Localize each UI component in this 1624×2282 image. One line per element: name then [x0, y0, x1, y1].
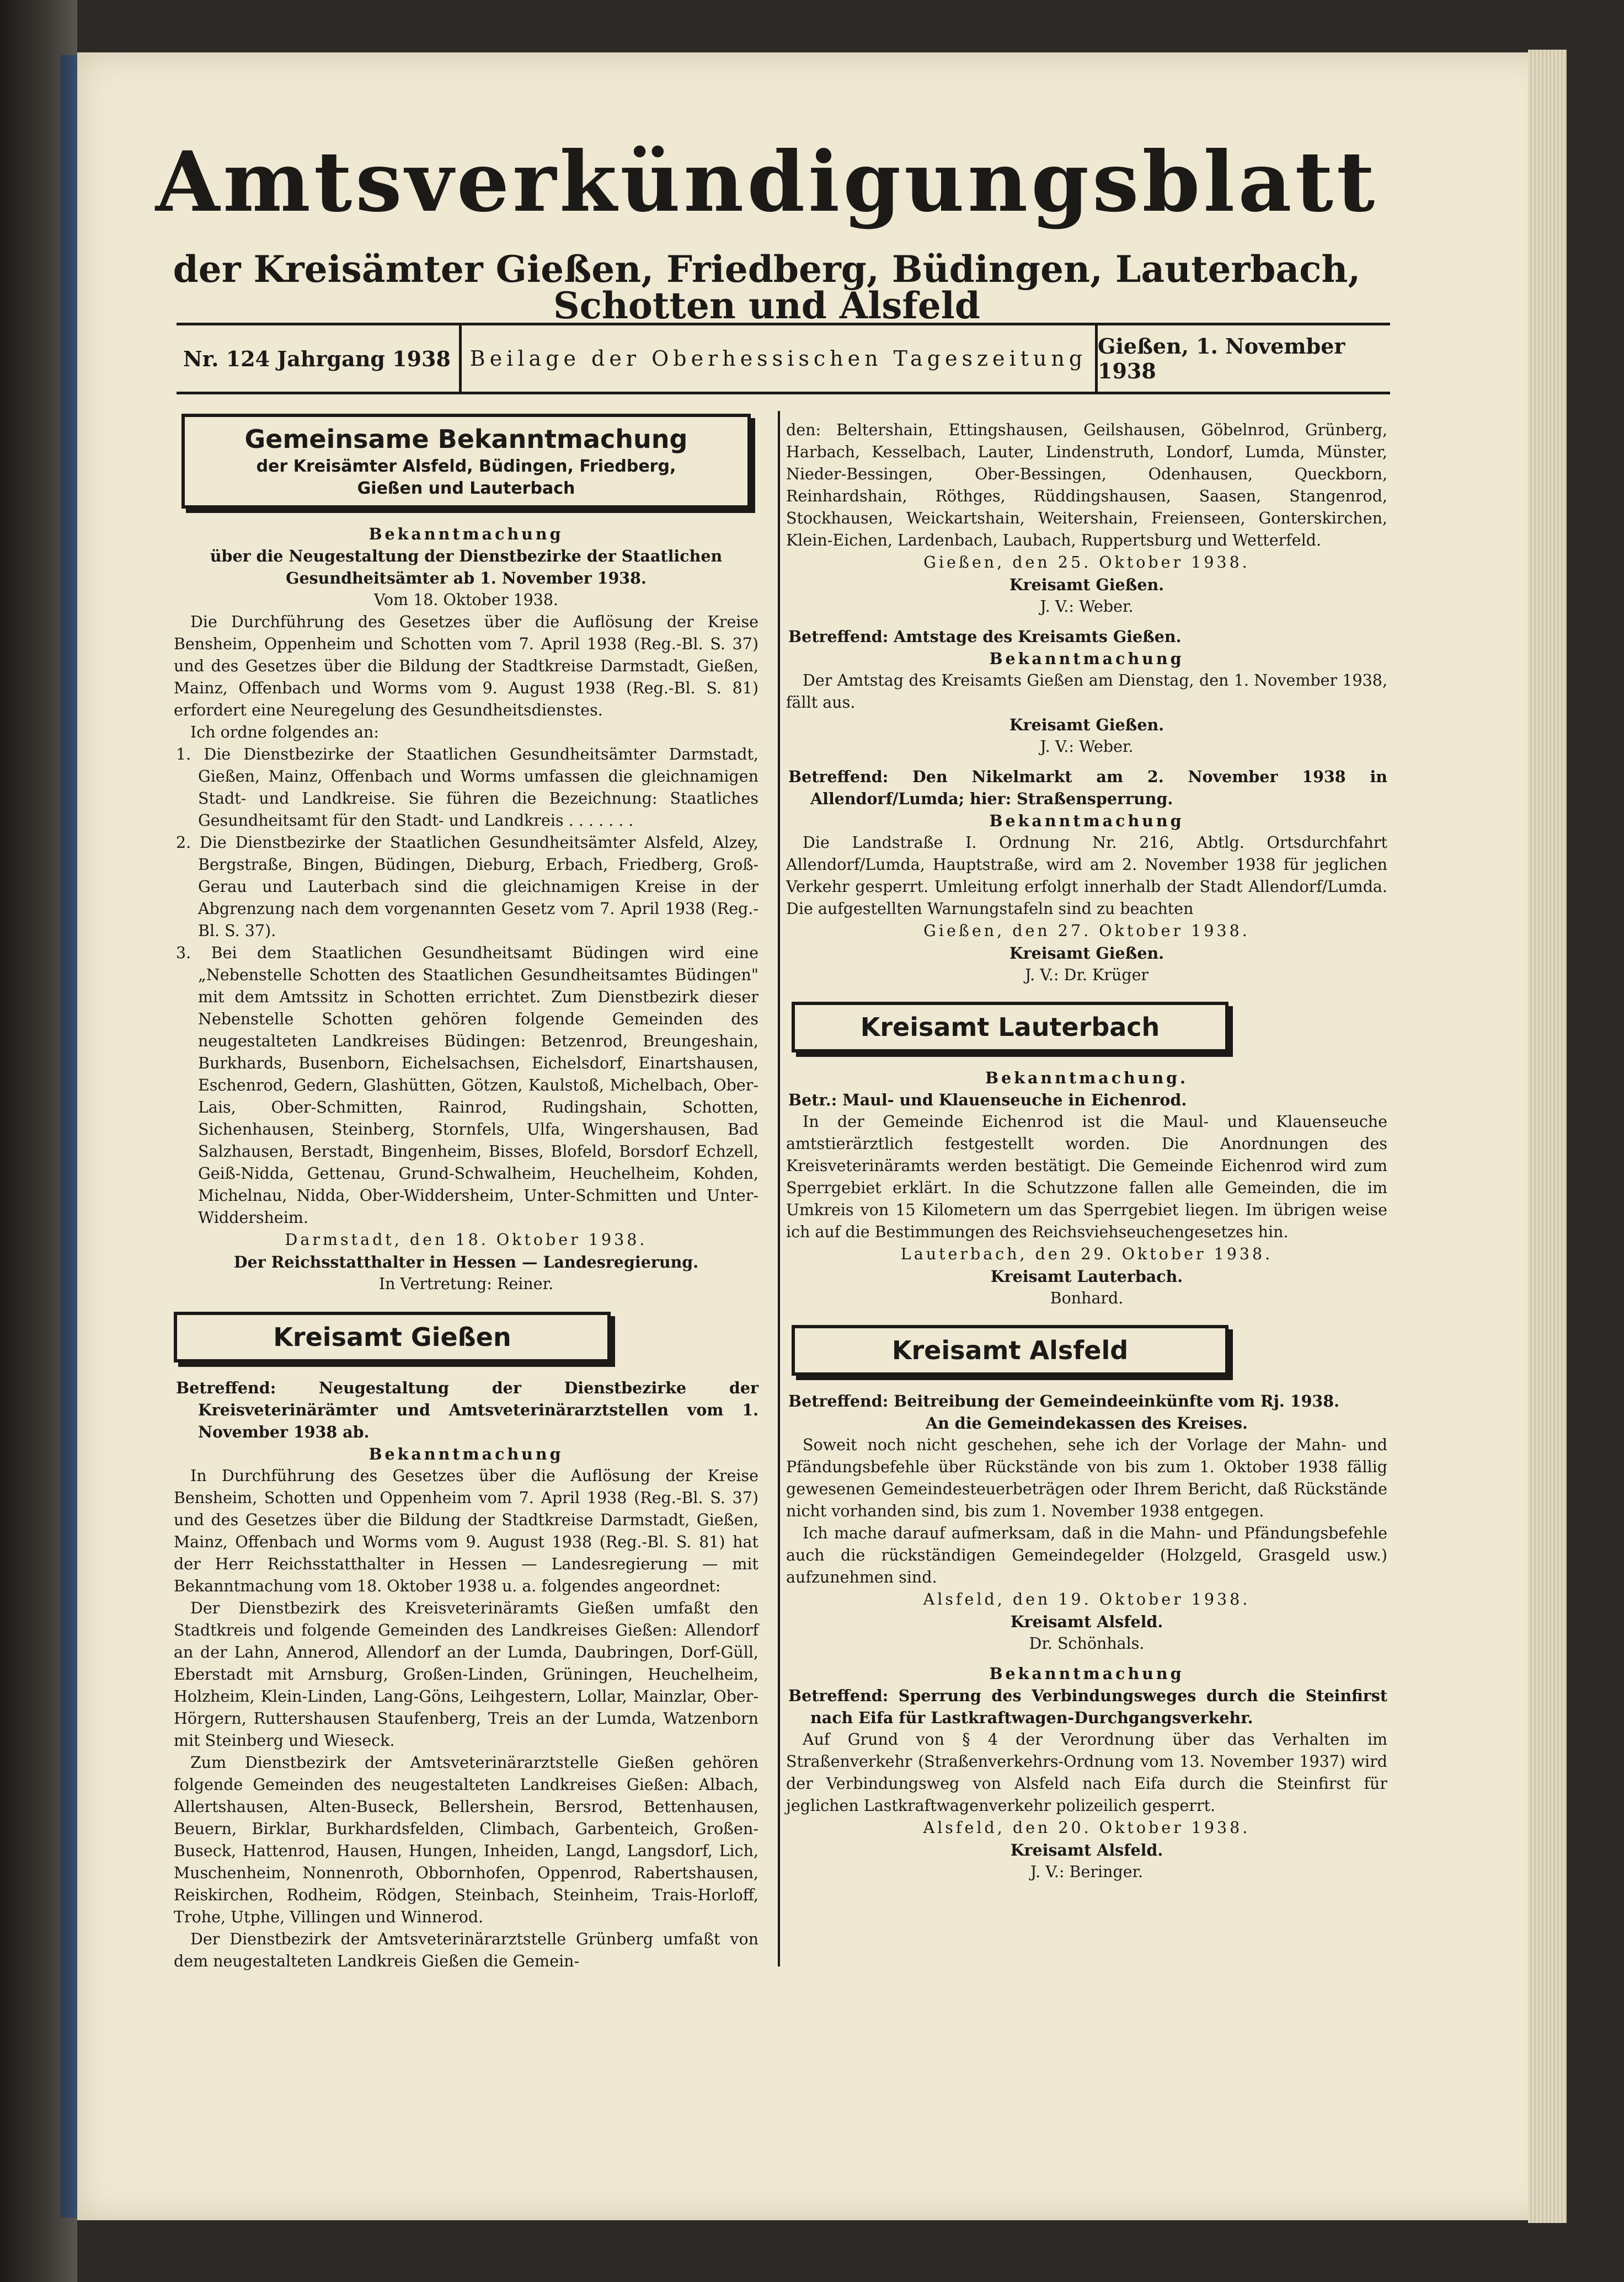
paragraph: Die Landstraße I. Ordnung Nr. 216, Abtlg. Ortsdurchfahrt Allendorf/Lumda, Hauptstraße, wird am 2. November 1938 für jeglichen Verkehr gesperrt. Umleitung erfolgt innerhalb der Stadt Allendorf/Lumda. Die aufgestellten Warnungstafeln sind zu beachten: [786, 833, 1387, 918]
paragraph: Der Amtstag des Kreisamts Gießen am Dienstag, den 1. November 1938, fällt aus.: [786, 671, 1387, 712]
signature: J. V.: Dr. Krüger: [1024, 966, 1149, 984]
supplement-note: Beilage der Oberhessischen Tageszeitung: [462, 325, 1098, 392]
section-heading: Bekanntmachung: [989, 1664, 1184, 1683]
betreffend-line: Betreffend: Amtstage des Kreisamts Gießen.: [788, 627, 1182, 646]
box-subtitle: Gießen und Lauterbach: [357, 479, 575, 498]
authority: Der Reichsstatthalter in Hessen — Landesregierung.: [233, 1253, 699, 1271]
kreisamt-lauterbach-box: [792, 1002, 1228, 1052]
place-date: Darmstadt, den 18. Oktober 1938.: [285, 1231, 648, 1249]
page-stack-edge: [1528, 50, 1567, 2223]
signature: J. V.: Beringer.: [1030, 1863, 1144, 1881]
box-title: Kreisamt Alsfeld: [891, 1335, 1129, 1365]
paragraph: Ich mache darauf aufmerksam, daß in die Mahn- und Pfändungsbefehle auch die rückständigen Gemeindegelder (Holzgeld, Grasgeld usw.) aufzunehmen sind.: [786, 1524, 1387, 1586]
paragraph: Die Durchführung des Gesetzes über die Auflösung der Kreise Bensheim, Oppenheim und Schotten vom 7. April 1938 (Reg.-Bl. S. 37) und des Gesetzes über die Bildung der Stadtkreise Darmstadt, Gießen, Mainz, Offenbach und Worms vom 9. August 1938 (Reg.-Bl. S. 81) erfordert eine Neuregelung des Gesundheitsdienstes.: [174, 613, 758, 719]
place-date: Alsfeld, den 19. Oktober 1938.: [923, 1590, 1251, 1608]
addressee-line: An die Gemeindekassen des Kreises.: [926, 1414, 1248, 1433]
left-column: [174, 414, 758, 1973]
issue-info-bar: [177, 323, 1390, 394]
joint-announcement-box: [181, 414, 751, 509]
place-date: Gießen, den 25. Oktober 1938.: [923, 553, 1250, 571]
paragraph: Der Dienstbezirk des Kreisveterinäramts Gießen umfaßt den Stadtkreis und folgende Gemeinden des Landkreises Gießen: Allendorf an der Lahn, Annerod, Allendorf an der Lumda, Daubringen, Dorf-Güll, Eberstadt mit Arnsburg, Großen-Linden, Grüningen, Heuchelheim, Holzheim, Klein-Linden, Lang-Göns, Leihgestern, Lollar, Mainzlar, Ober-Hörgern, Ruttershausen Staufenberg, Treis an der Lumda, Watzenborn mit Steinberg und Wieseck.: [174, 1599, 758, 1750]
authority: Kreisamt Lauterbach.: [990, 1267, 1183, 1286]
authority: Kreisamt Alsfeld.: [1010, 1612, 1163, 1631]
authority: Kreisamt Gießen.: [1009, 944, 1164, 963]
box-title: Kreisamt Lauterbach: [860, 1012, 1160, 1042]
masthead-title: Amtsverkündigungsblatt: [155, 133, 1379, 231]
betreffend-line: Betreffend: Neugestaltung der Dienstbezirke der Kreisveterinärämter und Amtsveterinärarztstellen vom 1. November 1938 ab.: [176, 1378, 758, 1441]
signature: Bonhard.: [1050, 1289, 1124, 1307]
list-item: 3. Bei dem Staatlichen Gesundheitsamt Büdingen wird eine „Nebenstelle Schotten des Staatlichen Gesundheitsamtes Büdingen" mit dem Amtssitz in Schotten errichtet. Zum Dienstbezirk dieser Nebenstelle Schotten gehören folgende Gemeinden des neugestalteten Landkreises Büdingen: Betzenrod, Breungeshain, Burkhards, Busenborn, Eichelsachsen, Eichelsdorf, Einartshausen, Eschenrod, Gedern, Glashütten, Götzen, Kaulstoß, Michelbach, Ober-Lais, Ober-Schmitten, Rainrod, Rudingshain, Schotten, Sichenhausen, Steinberg, Stornfels, Ulfa, Wingershausen, Bad Salzhausen, Berstadt, Bingenheim, Bisses, Blofeld, Borsdorf Echzell, Geiß-Nidda, Gettenau, Grund-Schwalheim, Heuchelheim, Kohden, Michelnau, Nidda, Ober-Widdersheim, Unter-Schmitten und Unter-Widdersheim.: [176, 944, 758, 1227]
paragraph: Der Dienstbezirk der Amtsveterinärarztstelle Grünberg umfaßt von dem neugestalteten Landkreis Gießen die Gemein-: [174, 1930, 758, 1970]
signature: In Vertretung: Reiner.: [378, 1275, 554, 1293]
authority: Kreisamt Gießen.: [1009, 575, 1164, 594]
kreisamt-giessen-box: [174, 1312, 611, 1362]
signature: J. V.: Weber.: [1040, 597, 1134, 616]
column-divider: [778, 411, 780, 1966]
paragraph: Auf Grund von § 4 der Verordnung über das Verhalten im Straßenverkehr (Straßenverkehrs-Ordnung vom 13. November 1937) wird der Verbindungsweg von Alsfeld nach Eifa durch die Steinfirst für jeglichen Lastkraftwagenverkehr polizeilich gesperrt.: [786, 1730, 1387, 1815]
issue-number: Nr. 124 Jahrgang 1938: [177, 325, 462, 392]
paragraph: In Durchführung des Gesetzes über die Auflösung der Kreise Bensheim, Schotten und Oppenheim vom 7. April 1938 (Reg.-Bl. S. 37) und des Gesetzes über die Bildung der Stadtkreise Darmstadt, Gießen, Mainz, Offenbach und Worms vom 9. August 1938 (Reg.-Bl. S. 81) hat der Herr Reichsstatthalter in Hessen — Landesregierung — mit Bekanntmachung vom 18. Oktober 1938 u. a. folgendes angeordnet:: [174, 1467, 758, 1595]
section-heading: Bekanntmachung: [368, 525, 564, 543]
list-item: 1. Die Dienstbezirke der Staatlichen Gesundheitsämter Darmstadt, Gießen, Mainz, Offenbach und Worms umfassen die gleichnamigen Stadt- und Landkreise. Sie führen die Bezeichnung: Staatliches Gesundheitsamt für den Stadt- und Landkreis . . . . . . .: [176, 745, 758, 830]
masthead-subtitle: der Kreisämter Gießen, Friedberg, Büdingen, Lauterbach, Schotten und Alsfeld: [173, 248, 1361, 327]
paragraph: Zum Dienstbezirk der Amtsveterinärarztstelle Gießen gehören folgende Gemeinden des neugestalteten Landkreises Gießen: Albach, Allertshausen, Alten-Buseck, Bellershein, Bersrod, Bettenhausen, Beuern, Birklar, Burkhardsfelden, Climbach, Garbenteich, Großen-Buseck, Hattenrod, Hausen, Hungen, Inheiden, Langd, Langsdorf, Lich, Muschenheim, Nonnenroth, Obbornhofen, Oppenrod, Rabertshausen, Reiskirchen, Rodheim, Rödgen, Steinbach, Steinheim, Trais-Horloff, Trohe, Utphe, Villingen und Winnerod.: [174, 1754, 758, 1926]
place-date: Gießen, den 27. Oktober 1938.: [923, 922, 1250, 940]
betreffend-line: Betreffend: Sperrung des Verbindungsweges durch die Steinfirst nach Eifa für Lastkraftwagen-Durchgangsverkehr.: [788, 1686, 1387, 1727]
section-heading: Bekanntmachung: [368, 1445, 564, 1463]
authority: Kreisamt Alsfeld.: [1010, 1841, 1163, 1859]
betreffend-line: Betreffend: Den Nikelmarkt am 2. November 1938 in Allendorf/Lumda; hier: Straßensperrung.: [788, 767, 1387, 808]
box-title: Gemeinsame Bekanntmachung: [244, 424, 688, 454]
subject-line: Gesundheitsämter ab 1. November 1938.: [286, 569, 647, 587]
signature: J. V.: Weber.: [1040, 737, 1134, 756]
section-heading: Bekanntmachung.: [985, 1068, 1189, 1087]
signature: Dr. Schönhals.: [1029, 1634, 1145, 1653]
betreffend-line: Betr.: Maul- und Klauenseuche in Eichenrod.: [788, 1091, 1187, 1109]
paragraph: In der Gemeinde Eichenrod ist die Maul- und Klauenseuche amtstierärztlich festgestellt worden. Die Anordnungen des Kreisveterinäramts werden bestätigt. Die Gemeinde Eichenrod wird zum Sperrgebiet erklärt. In die Schutzzone fallen alle Gemeinden, die im Umkreis von 15 Kilometern um das Sperrgebiet liegen. Im übrigen weise ich auf die Bestimmungen des Reichsviehseuchengesetzes hin.: [786, 1113, 1387, 1241]
paragraph: Soweit noch nicht geschehen, sehe ich der Vorlage der Mahn- und Pfändungsbefehle über Rückstände von bis zum 1. Oktober 1938 fällig gewesenen Gemeindesteuerbeträgen oder Ihrem Bericht, daß Rückstände nicht vorhanden sind, bis zum 1. November 1938 entgegen.: [786, 1436, 1387, 1520]
paragraph: den: Beltershain, Ettingshausen, Geilshausen, Göbelnrod, Grünberg, Harbach, Kesselbach, Lauter, Lindenstruth, Londorf, Lumda, Münster, Nieder-Bessingen, Ober-Bessingen, Odenhausen, Queckborn, Reinhardshain, Röthges, Rüddingshausen, Saasen, Stangenrod, Stockhausen, Weickartshain, Weitershain, Freienseen, Gonterskirchen, Klein-Eichen, Lardenbach, Laubach, Ruppertsburg und Wetterfeld.: [786, 421, 1387, 549]
box-subtitle: der Kreisämter Alsfeld, Büdingen, Friedberg,: [256, 457, 676, 476]
place-date: Lauterbach, den 29. Oktober 1938.: [900, 1245, 1273, 1263]
kreisamt-alsfeld-box: [792, 1325, 1228, 1376]
list-item: 2. Die Dienstbezirke der Staatlichen Gesundheitsämter Alsfeld, Alzey, Bergstraße, Bingen, Büdingen, Dieburg, Erbach, Friedberg, Groß-Gerau und Lauterbach sind die gleichnamigen Kreise in der Abgrenzung nach dem vorgenannten Gesetz vom 7. April 1938 (Reg.-Bl. S. 37).: [176, 833, 758, 940]
right-column: [786, 419, 1387, 1883]
place-date: Alsfeld, den 20. Oktober 1938.: [923, 1819, 1251, 1837]
box-title: Kreisamt Gießen: [273, 1322, 511, 1352]
section-heading: Bekanntmachung: [989, 649, 1184, 668]
paragraph: Ich ordne folgendes an:: [190, 723, 379, 741]
subject-line: über die Neugestaltung der Dienstbezirke der Staatlichen: [210, 547, 723, 565]
betreffend-line: Betreffend: Beitreibung der Gemeindeeinkünfte vom Rj. 1938.: [788, 1392, 1340, 1410]
section-heading: Bekanntmachung: [989, 811, 1184, 830]
authority: Kreisamt Gießen.: [1009, 715, 1164, 734]
issue-date: Gießen, 1. November 1938: [1098, 334, 1345, 383]
dated-line: Vom 18. Oktober 1938.: [373, 591, 559, 609]
